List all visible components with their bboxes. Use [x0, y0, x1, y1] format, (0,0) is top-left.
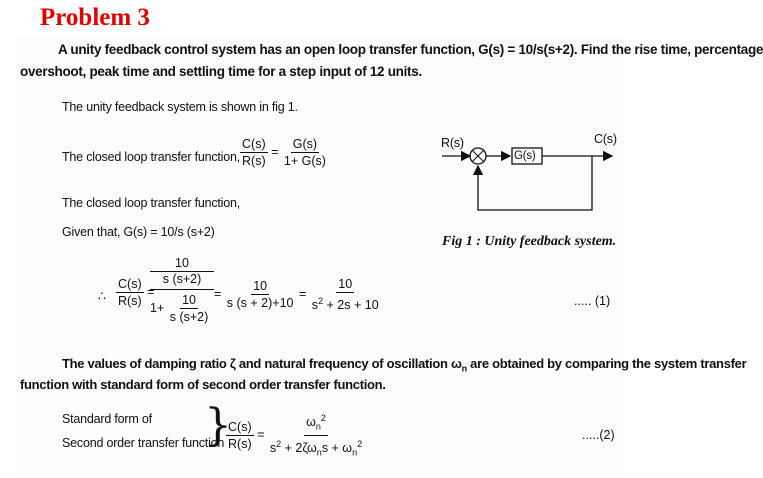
eq1-f1-botnum: 10	[182, 293, 196, 307]
std-den-c: s + ω	[321, 440, 353, 455]
shown-text: The unity feedback system is shown in fig 1.	[62, 100, 298, 114]
damping-line-1a: The values of damping ratio ζ and natural frequency of oscillation ω	[62, 356, 462, 371]
eq1-big-frac	[150, 256, 214, 325]
std-equals: =	[257, 427, 265, 442]
eq1-f1-one: 1+	[150, 300, 165, 315]
problem-line-1: A unity feedback control system has an open loop transfer function, G(s) = 10/s(s+2). Find the rise time, percentage	[58, 42, 763, 57]
eq1-f1-botden: s (s+2)	[169, 310, 209, 324]
damping-line-2: function with standard form of second order transfer function.	[20, 377, 386, 392]
eq1-rhs	[214, 276, 381, 313]
eq1-f3-den-b: + 2s + 10	[323, 298, 379, 313]
cltf-equals: =	[271, 144, 279, 159]
std-den-a: s	[269, 440, 277, 455]
std-equation	[226, 410, 364, 460]
cltf-den-left: R(s)	[242, 154, 266, 168]
figure-caption: Fig 1 : Unity feedback system.	[442, 234, 617, 249]
cltf-equation	[240, 136, 328, 169]
eq1-equals-2: =	[214, 286, 222, 301]
input-label: R(s)	[441, 136, 464, 150]
damping-line-1	[62, 356, 746, 374]
problem-line-2: overshoot, peak time and settling time for a step input of 12 units.	[20, 64, 422, 79]
std-num-right-sub: n	[315, 421, 321, 432]
std-den-b: + 2ζω	[281, 440, 317, 455]
eq1-f3-den	[310, 293, 381, 313]
given-text: Given that, G(s) = 10/s (s+2)	[62, 225, 215, 239]
eq1-equals-1: =	[147, 284, 155, 299]
eq1-lhs	[116, 276, 154, 309]
std-num-right-sup: 2	[320, 413, 326, 423]
output-label: C(s)	[594, 132, 617, 146]
block-label: G(s)	[514, 150, 536, 162]
damping-line-1-sub: n	[461, 363, 467, 374]
eq1-f3-den-sup: 2	[318, 296, 324, 306]
cltf-den-right: 1+ G(s)	[283, 154, 326, 168]
std-num-right	[304, 410, 328, 436]
std-label-1: Standard form of	[62, 412, 152, 426]
std-label-2: Second order transfer function	[62, 436, 225, 450]
eq1-f2-den: s (s + 2)+10	[226, 296, 294, 311]
std-den-left: R(s)	[228, 436, 252, 451]
eq1-f2-num: 10	[253, 279, 268, 294]
eq2-reference: .....(2)	[582, 428, 615, 442]
std-den-sub: n	[316, 447, 322, 458]
eq1-f1-denominator	[150, 289, 214, 325]
std-den-sup: 2	[276, 438, 282, 449]
cltf-num-right: G(s)	[292, 137, 318, 151]
eq1-f3-den-a: s	[311, 298, 319, 313]
cltf-label-2: The closed loop transfer function,	[62, 196, 241, 210]
eq1-f1-topden: s (s+2)	[150, 271, 214, 287]
slide-title: Problem 3	[40, 4, 150, 31]
eq1-reference: ..... (1)	[574, 294, 611, 308]
std-den-sup2: 2	[357, 438, 363, 449]
eq1-equals-3: =	[298, 286, 307, 301]
cltf-num-left: C(s)	[242, 137, 266, 151]
eq1-f3-num: 10	[338, 277, 353, 291]
eq1-lhs-den: R(s)	[118, 294, 142, 308]
therefore-symbol: ∴	[98, 289, 106, 303]
eq1-lhs-num: C(s)	[118, 277, 142, 291]
brace-symbol: }	[204, 400, 232, 451]
std-num-left: C(s)	[228, 419, 252, 434]
std-den-right	[268, 436, 364, 461]
damping-line-1b: are obtained by comparing the system transfer	[466, 356, 747, 371]
std-num-right-a: ω	[306, 415, 316, 430]
cltf-label: The closed loop transfer function,	[62, 150, 241, 164]
eq1-f1-top: 10	[175, 256, 189, 270]
std-den-sub2: n	[352, 447, 358, 458]
